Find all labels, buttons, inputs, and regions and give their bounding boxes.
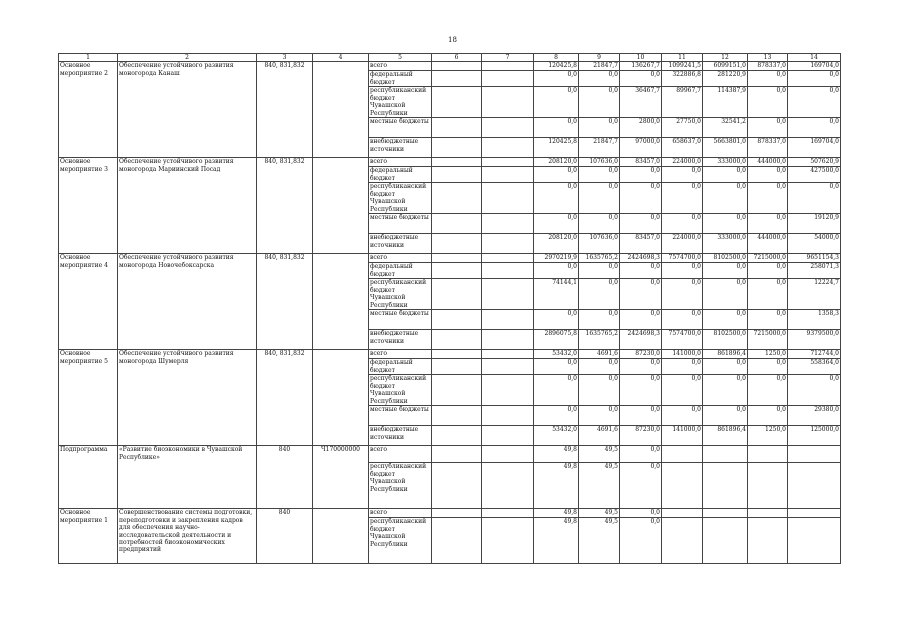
value-cell: 32541,2 (703, 118, 748, 138)
grbs-code-cell: 840 (257, 509, 313, 564)
value-cell: 97000,0 (620, 138, 662, 158)
description-cell: «Развитие биоэкономики в Чувашской Республике» (118, 446, 257, 509)
value-cell (748, 518, 788, 564)
column-number: 5 (369, 54, 432, 62)
column-number: 8 (534, 54, 579, 62)
value-cell: 9379500,0 (788, 330, 841, 350)
value-cell: 0,0 (579, 263, 620, 279)
value-cell: 0,0 (534, 375, 579, 406)
empty-cell (432, 279, 482, 310)
value-cell: 21847,7 (579, 138, 620, 158)
value-cell (703, 463, 748, 509)
funding-source-cell: республиканский бюджет Чувашской Республики (369, 463, 432, 509)
empty-cell (482, 375, 534, 406)
grbs-code-cell: 840, 831,832 (257, 158, 313, 254)
event-cell: Основное мероприятие 1 (59, 509, 118, 564)
value-cell: 0,0 (620, 279, 662, 310)
value-cell (788, 509, 841, 518)
funding-source-cell: всего (369, 254, 432, 263)
empty-cell (482, 183, 534, 214)
kcsr-code-cell (313, 62, 369, 158)
value-cell: 0,0 (620, 310, 662, 330)
value-cell: 0,0 (748, 167, 788, 183)
value-cell: 0,0 (703, 214, 748, 234)
empty-cell (432, 375, 482, 406)
value-cell: 224000,0 (662, 234, 703, 254)
column-number: 12 (703, 54, 748, 62)
description-cell: Совершенствование системы подготовки, переподготовки и закрепления кадров для обеспечения научно-исследовательской деятельности и потребностей биоэкономических предприятий (118, 509, 257, 564)
value-cell: 6099151,0 (703, 62, 748, 71)
value-cell: 0,0 (703, 310, 748, 330)
description-cell: Обеспечение устойчивого развития моногорода Новочебоксарска (118, 254, 257, 350)
empty-cell (482, 446, 534, 463)
value-cell: 49,5 (579, 518, 620, 564)
value-cell: 0,0 (748, 263, 788, 279)
column-number: 9 (579, 54, 620, 62)
empty-cell (432, 359, 482, 375)
empty-cell (432, 71, 482, 87)
funding-source-cell: республиканский бюджет Чувашской Республики (369, 183, 432, 214)
value-cell: 0,0 (534, 71, 579, 87)
empty-cell (432, 310, 482, 330)
table-row (59, 158, 841, 167)
value-cell: 7574700,0 (662, 330, 703, 350)
empty-cell (482, 350, 534, 359)
event-cell: Основное мероприятие 4 (59, 254, 118, 350)
event-cell: Основное мероприятие 3 (59, 158, 118, 254)
value-cell (748, 463, 788, 509)
value-cell: 333000,0 (703, 158, 748, 167)
value-cell: 0,0 (620, 214, 662, 234)
value-cell: 169704,0 (788, 62, 841, 71)
kcsr-code-cell (313, 254, 369, 350)
value-cell: 107636,0 (579, 234, 620, 254)
description-cell: Обеспечение устойчивого развития моногорода Мариинский Посад (118, 158, 257, 254)
value-cell: 0,0 (620, 463, 662, 509)
funding-source-cell: федеральный бюджет (369, 71, 432, 87)
column-number: 1 (59, 54, 118, 62)
funding-source-cell: республиканский бюджет Чувашской Республики (369, 518, 432, 564)
value-cell: 7574700,0 (662, 254, 703, 263)
funding-source-cell: всего (369, 446, 432, 463)
kcsr-code-cell (313, 350, 369, 446)
value-cell: 0,0 (748, 310, 788, 330)
empty-cell (432, 214, 482, 234)
table-row (59, 509, 841, 518)
empty-cell (482, 426, 534, 446)
table-row (59, 62, 841, 71)
value-cell: 333000,0 (703, 234, 748, 254)
value-cell (703, 446, 748, 463)
column-number-row (59, 54, 841, 62)
empty-cell (432, 87, 482, 118)
table-row (59, 254, 841, 263)
value-cell: 0,0 (748, 87, 788, 118)
funding-source-cell: всего (369, 62, 432, 71)
value-cell: 169704,0 (788, 138, 841, 158)
funding-source-cell: внебюджетные источники (369, 426, 432, 446)
table-body (59, 54, 841, 564)
value-cell: 87230,0 (620, 426, 662, 446)
value-cell: 0,0 (662, 279, 703, 310)
empty-cell (482, 330, 534, 350)
value-cell: 0,0 (620, 406, 662, 426)
value-cell: 0,0 (579, 375, 620, 406)
value-cell: 0,0 (620, 509, 662, 518)
value-cell: 0,0 (748, 406, 788, 426)
value-cell: 49,8 (534, 509, 579, 518)
value-cell: 0,0 (534, 183, 579, 214)
value-cell: 0,0 (662, 183, 703, 214)
value-cell (748, 446, 788, 463)
column-number: 2 (118, 54, 257, 62)
value-cell: 4691,6 (579, 350, 620, 359)
event-cell: Основное мероприятие 5 (59, 350, 118, 446)
empty-cell (482, 71, 534, 87)
value-cell: 258071,3 (788, 263, 841, 279)
column-number: 7 (482, 54, 534, 62)
value-cell: 0,0 (620, 263, 662, 279)
value-cell: 224000,0 (662, 158, 703, 167)
empty-cell (432, 183, 482, 214)
value-cell: 507620,9 (788, 158, 841, 167)
empty-cell (432, 62, 482, 71)
value-cell: 208120,0 (534, 158, 579, 167)
empty-cell (482, 214, 534, 234)
value-cell: 49,8 (534, 518, 579, 564)
value-cell: 0,0 (788, 375, 841, 406)
empty-cell (432, 350, 482, 359)
value-cell: 0,0 (579, 279, 620, 310)
event-cell: Основное мероприятие 2 (59, 62, 118, 158)
column-number: 4 (313, 54, 369, 62)
value-cell: 0,0 (579, 118, 620, 138)
empty-cell (432, 463, 482, 509)
value-cell: 0,0 (662, 167, 703, 183)
value-cell: 0,0 (703, 375, 748, 406)
value-cell: 120425,8 (534, 62, 579, 71)
value-cell: 49,8 (534, 446, 579, 463)
value-cell: 1250,0 (748, 426, 788, 446)
empty-cell (482, 118, 534, 138)
value-cell: 0,0 (788, 118, 841, 138)
value-cell: 141000,0 (662, 350, 703, 359)
funding-source-cell: внебюджетные источники (369, 234, 432, 254)
value-cell: 0,0 (662, 214, 703, 234)
value-cell: 2896075,8 (534, 330, 579, 350)
value-cell (788, 446, 841, 463)
empty-cell (482, 263, 534, 279)
value-cell: 0,0 (662, 375, 703, 406)
value-cell: 0,0 (703, 279, 748, 310)
value-cell: 0,0 (748, 71, 788, 87)
value-cell: 658637,0 (662, 138, 703, 158)
value-cell: 1250,0 (748, 350, 788, 359)
table-row (59, 446, 841, 463)
funding-source-cell: местные бюджеты (369, 118, 432, 138)
value-cell (788, 518, 841, 564)
value-cell: 1635765,2 (579, 330, 620, 350)
value-cell: 49,5 (579, 446, 620, 463)
value-cell: 36467,7 (620, 87, 662, 118)
funding-source-cell: республиканский бюджет Чувашской Республики (369, 279, 432, 310)
value-cell: 2800,0 (620, 118, 662, 138)
value-cell: 1099241,5 (662, 62, 703, 71)
value-cell: 0,0 (788, 87, 841, 118)
value-cell: 0,0 (748, 359, 788, 375)
column-number: 14 (788, 54, 841, 62)
value-cell: 281220,9 (703, 71, 748, 87)
empty-cell (432, 234, 482, 254)
value-cell: 0,0 (620, 183, 662, 214)
value-cell: 107636,0 (579, 158, 620, 167)
empty-cell (482, 167, 534, 183)
empty-cell (432, 158, 482, 167)
funding-source-cell: федеральный бюджет (369, 263, 432, 279)
kcsr-code-cell (313, 158, 369, 254)
value-cell (748, 509, 788, 518)
column-number: 10 (620, 54, 662, 62)
value-cell: 0,0 (579, 183, 620, 214)
page-number: 18 (448, 36, 457, 44)
value-cell: 0,0 (748, 118, 788, 138)
value-cell: 49,8 (534, 463, 579, 509)
funding-source-cell: внебюджетные источники (369, 330, 432, 350)
value-cell: 878337,0 (748, 138, 788, 158)
value-cell: 125000,0 (788, 426, 841, 446)
value-cell: 87230,0 (620, 350, 662, 359)
value-cell: 0,0 (662, 359, 703, 375)
empty-cell (432, 118, 482, 138)
value-cell: 54000,0 (788, 234, 841, 254)
value-cell: 0,0 (620, 518, 662, 564)
value-cell: 5663801,0 (703, 138, 748, 158)
value-cell: 0,0 (703, 263, 748, 279)
value-cell: 322886,8 (662, 71, 703, 87)
value-cell (788, 463, 841, 509)
value-cell: 29380,0 (788, 406, 841, 426)
value-cell: 0,0 (534, 214, 579, 234)
value-cell: 83457,0 (620, 158, 662, 167)
value-cell: 0,0 (748, 279, 788, 310)
value-cell: 2970219,9 (534, 254, 579, 263)
value-cell: 7215000,0 (748, 254, 788, 263)
value-cell: 208120,0 (534, 234, 579, 254)
empty-cell (432, 406, 482, 426)
funding-source-cell: внебюджетные источники (369, 138, 432, 158)
empty-cell (482, 254, 534, 263)
funding-source-cell: республиканский бюджет Чувашской Республики (369, 87, 432, 118)
value-cell: 558364,0 (788, 359, 841, 375)
empty-cell (432, 426, 482, 446)
value-cell: 0,0 (703, 183, 748, 214)
table-row (59, 350, 841, 359)
value-cell: 0,0 (579, 87, 620, 118)
value-cell: 0,0 (579, 310, 620, 330)
value-cell: 49,5 (579, 509, 620, 518)
value-cell: 0,0 (579, 406, 620, 426)
value-cell: 0,0 (534, 310, 579, 330)
funding-source-cell: федеральный бюджет (369, 359, 432, 375)
value-cell: 21847,7 (579, 62, 620, 71)
value-cell: 0,0 (703, 167, 748, 183)
funding-source-cell: всего (369, 350, 432, 359)
value-cell: 0,0 (788, 71, 841, 87)
empty-cell (482, 138, 534, 158)
value-cell: 0,0 (579, 71, 620, 87)
value-cell: 0,0 (748, 375, 788, 406)
empty-cell (432, 167, 482, 183)
description-cell: Обеспечение устойчивого развития моногорода Шумерля (118, 350, 257, 446)
value-cell (662, 463, 703, 509)
value-cell: 0,0 (620, 375, 662, 406)
grbs-code-cell: 840, 831,832 (257, 62, 313, 158)
value-cell: 427500,0 (788, 167, 841, 183)
value-cell: 0,0 (662, 263, 703, 279)
funding-source-cell: всего (369, 158, 432, 167)
empty-cell (482, 87, 534, 118)
value-cell: 861896,4 (703, 426, 748, 446)
value-cell: 114387,9 (703, 87, 748, 118)
value-cell: 0,0 (620, 359, 662, 375)
value-cell: 444000,0 (748, 158, 788, 167)
empty-cell (482, 518, 534, 564)
funding-source-cell: всего (369, 509, 432, 518)
empty-cell (432, 518, 482, 564)
value-cell: 27750,0 (662, 118, 703, 138)
value-cell: 878337,0 (748, 62, 788, 71)
grbs-code-cell: 840 (257, 446, 313, 509)
description-cell: Обеспечение устойчивого развития моногорода Канаш (118, 62, 257, 158)
value-cell: 0,0 (703, 359, 748, 375)
value-cell: 141000,0 (662, 426, 703, 446)
empty-cell (482, 62, 534, 71)
value-cell: 0,0 (534, 359, 579, 375)
funding-source-cell: местные бюджеты (369, 214, 432, 234)
grbs-code-cell: 840, 831,832 (257, 254, 313, 350)
value-cell: 712744,0 (788, 350, 841, 359)
kcsr-code-cell (313, 509, 369, 564)
value-cell (662, 446, 703, 463)
value-cell: 0,0 (579, 359, 620, 375)
value-cell: 8102500,0 (703, 254, 748, 263)
value-cell: 0,0 (579, 214, 620, 234)
value-cell: 4691,6 (579, 426, 620, 446)
value-cell: 0,0 (534, 118, 579, 138)
empty-cell (482, 310, 534, 330)
empty-cell (482, 509, 534, 518)
value-cell: 444000,0 (748, 234, 788, 254)
kcsr-code-cell: Ч170000000 (313, 446, 369, 509)
grbs-code-cell: 840, 831,832 (257, 350, 313, 446)
empty-cell (432, 263, 482, 279)
value-cell: 7215000,0 (748, 330, 788, 350)
value-cell: 2424698,3 (620, 254, 662, 263)
column-number: 3 (257, 54, 313, 62)
value-cell: 0,0 (534, 87, 579, 118)
empty-cell (432, 330, 482, 350)
value-cell: 19120,9 (788, 214, 841, 234)
value-cell: 9651154,3 (788, 254, 841, 263)
value-cell: 861896,4 (703, 350, 748, 359)
value-cell: 0,0 (620, 446, 662, 463)
value-cell (703, 509, 748, 518)
empty-cell (482, 158, 534, 167)
funding-source-cell: республиканский бюджет Чувашской Республики (369, 375, 432, 406)
value-cell: 120425,8 (534, 138, 579, 158)
value-cell: 74144,1 (534, 279, 579, 310)
value-cell: 0,0 (534, 263, 579, 279)
funding-source-cell: федеральный бюджет (369, 167, 432, 183)
empty-cell (482, 234, 534, 254)
value-cell: 83457,0 (620, 234, 662, 254)
funding-source-cell: местные бюджеты (369, 310, 432, 330)
value-cell: 2424698,3 (620, 330, 662, 350)
funding-table (58, 53, 841, 564)
value-cell: 136267,7 (620, 62, 662, 71)
empty-cell (482, 279, 534, 310)
empty-cell (432, 254, 482, 263)
value-cell (662, 509, 703, 518)
funding-source-cell: местные бюджеты (369, 406, 432, 426)
value-cell: 0,0 (662, 310, 703, 330)
value-cell: 53432,0 (534, 350, 579, 359)
value-cell: 49,5 (579, 463, 620, 509)
value-cell: 1635765,2 (579, 254, 620, 263)
value-cell: 8102500,0 (703, 330, 748, 350)
value-cell: 0,0 (788, 183, 841, 214)
empty-cell (482, 463, 534, 509)
empty-cell (482, 359, 534, 375)
column-number: 13 (748, 54, 788, 62)
value-cell: 0,0 (620, 167, 662, 183)
column-number: 6 (432, 54, 482, 62)
event-cell: Подпрограмма (59, 446, 118, 509)
value-cell: 0,0 (703, 406, 748, 426)
value-cell: 53432,0 (534, 426, 579, 446)
value-cell (703, 518, 748, 564)
value-cell: 0,0 (620, 71, 662, 87)
empty-cell (432, 446, 482, 463)
column-number: 11 (662, 54, 703, 62)
value-cell: 1358,3 (788, 310, 841, 330)
value-cell (662, 518, 703, 564)
value-cell: 89967,7 (662, 87, 703, 118)
value-cell: 0,0 (579, 167, 620, 183)
value-cell: 0,0 (534, 167, 579, 183)
empty-cell (432, 138, 482, 158)
empty-cell (432, 509, 482, 518)
value-cell: 0,0 (662, 406, 703, 426)
empty-cell (482, 406, 534, 426)
value-cell: 0,0 (748, 183, 788, 214)
value-cell: 12224,7 (788, 279, 841, 310)
value-cell: 0,0 (534, 406, 579, 426)
value-cell: 0,0 (748, 214, 788, 234)
